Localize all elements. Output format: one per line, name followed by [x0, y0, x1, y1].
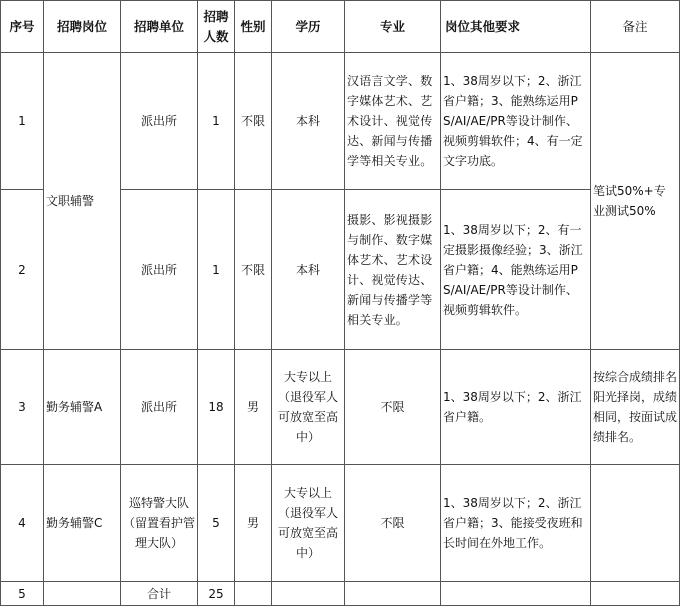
table-row	[1, 53, 680, 190]
cell-gender-empty	[235, 582, 272, 606]
header-remarks: 备注	[591, 1, 680, 53]
cell-education: 大专以上（退役军人可放宽至高中）	[272, 350, 345, 465]
cell-seq: 4	[1, 465, 44, 582]
cell-unit: 派出所	[121, 53, 198, 190]
cell-major: 汉语言文学、数字媒体艺术、艺术设计、视觉传达、新闻与传播学等相关专业。	[345, 53, 441, 190]
header-unit: 招聘单位	[121, 1, 198, 53]
cell-other-req-empty	[441, 582, 591, 606]
cell-count: 18	[198, 350, 235, 465]
cell-total-count: 25	[198, 582, 235, 606]
cell-education-empty	[272, 582, 345, 606]
header-position: 招聘岗位	[44, 1, 121, 53]
table-row	[1, 465, 680, 582]
cell-gender: 男	[235, 350, 272, 465]
header-education: 学历	[272, 1, 345, 53]
header-row	[1, 1, 680, 53]
cell-seq: 5	[1, 582, 44, 606]
cell-other-req: 1、38周岁以下；2、浙江省户籍。	[441, 350, 591, 465]
cell-gender: 不限	[235, 190, 272, 350]
cell-major-empty	[345, 582, 441, 606]
cell-count: 1	[198, 190, 235, 350]
cell-position: 勤务辅警A	[44, 350, 121, 465]
cell-major: 不限	[345, 465, 441, 582]
cell-seq: 2	[1, 190, 44, 350]
cell-other-req: 1、38周岁以下；2、浙江省户籍；3、能熟练运用PS/AI/AE/PR等设计制作、视频剪辑软件；4、有一定文字功底。	[441, 53, 591, 190]
table-row-total	[1, 582, 680, 606]
header-gender: 性别	[235, 1, 272, 53]
cell-count: 5	[198, 465, 235, 582]
header-count-line2: 人数	[203, 28, 229, 44]
header-major: 专业	[345, 1, 441, 53]
cell-remarks-merged: 笔试50%+专业测试50%	[591, 53, 680, 350]
cell-education: 大专以上（退役军人可放宽至高中）	[272, 465, 345, 582]
cell-remarks: 按综合成绩排名阳光择岗，成绩相同，按面试成绩排名。	[591, 350, 680, 465]
cell-unit: 派出所	[121, 190, 198, 350]
cell-seq: 3	[1, 350, 44, 465]
cell-total-label: 合计	[121, 582, 198, 606]
cell-education: 本科	[272, 190, 345, 350]
cell-major: 不限	[345, 350, 441, 465]
cell-gender: 男	[235, 465, 272, 582]
header-count-line1: 招聘	[203, 8, 229, 24]
cell-position-merged: 文职辅警	[44, 53, 121, 350]
cell-other-req: 1、38周岁以下；2、浙江省户籍；3、能接受夜班和长时间在外地工作。	[441, 465, 591, 582]
cell-unit: 派出所	[121, 350, 198, 465]
cell-position: 勤务辅警C	[44, 465, 121, 582]
cell-remarks-empty	[591, 465, 680, 582]
cell-count: 1	[198, 53, 235, 190]
cell-remarks-empty	[591, 582, 680, 606]
cell-education: 本科	[272, 53, 345, 190]
header-count	[198, 1, 235, 53]
cell-gender: 不限	[235, 53, 272, 190]
table-row	[1, 350, 680, 465]
cell-position-empty	[44, 582, 121, 606]
cell-other-req: 1、38周岁以下；2、有一定摄影摄像经验；3、浙江省户籍；4、能熟练运用PS/AI/AE/PR等设计制作、视频剪辑软件。	[441, 190, 591, 350]
cell-seq: 1	[1, 53, 44, 190]
header-other-req: 岗位其他要求	[441, 1, 591, 53]
header-seq: 序号	[1, 1, 44, 53]
cell-major: 摄影、影视摄影与制作、数字媒体艺术、艺术设计、视觉传达、新闻与传播学等相关专业。	[345, 190, 441, 350]
cell-unit: 巡特警大队（留置看护管理大队）	[121, 465, 198, 582]
